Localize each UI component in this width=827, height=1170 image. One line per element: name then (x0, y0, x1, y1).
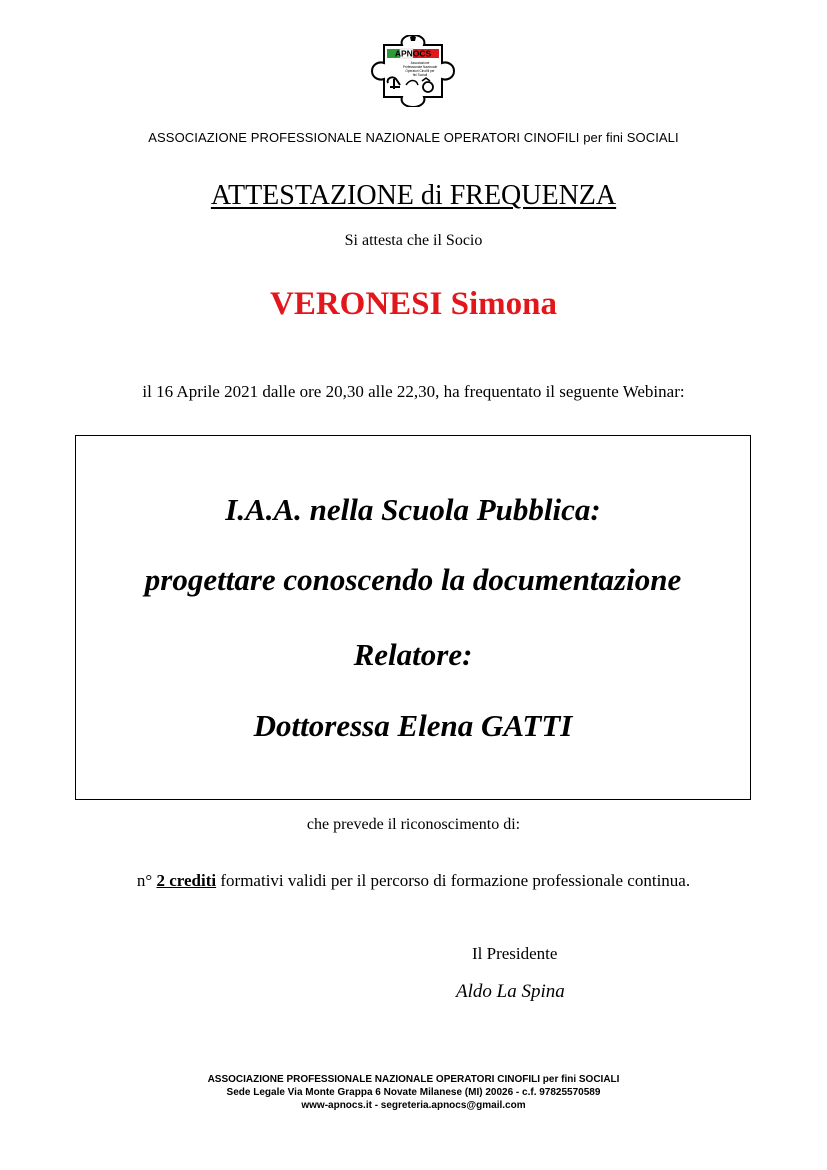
certificate-title (0, 180, 827, 212)
credits-statement (0, 871, 827, 891)
speaker-name: Dottoressa Elena GATTI (253, 708, 573, 743)
logo-caption-4: fini Sociali (412, 73, 428, 77)
webinar-title-line2: progettare conoscendo la documentazione (144, 562, 682, 597)
certificate-intro: Si attesta che il Socio (344, 232, 483, 249)
speaker-label: Relatore: (353, 637, 473, 672)
credits-prefix: n° (136, 871, 153, 890)
webinar-box (75, 435, 751, 800)
attendance-statement: il 16 Aprile 2021 dalle ore 20,30 alle 22,30, ha frequentato il seguente Webinar: (142, 382, 685, 401)
signature-name: Aldo La Spina (456, 981, 565, 1002)
certificate-title-text: ATTESTAZIONE di FREQUENZA (210, 180, 617, 211)
webinar-title-line1: I.A.A. nella Scuola Pubblica: (225, 492, 601, 527)
association-header: ASSOCIAZIONE PROFESSIONALE NAZIONALE OPERATORI CINOFILI per fini SOCIALI (148, 130, 679, 145)
footer-association: ASSOCIAZIONE PROFESSIONALE NAZIONALE OPERATORI CINOFILI per fini SOCIALI (207, 1074, 620, 1085)
footer-contacts: www-apnocs.it - segreteria.apnocs@gmail.com (301, 1100, 526, 1111)
logo-caption-2: Professionale Nazionale (402, 65, 438, 69)
recognition-intro: che prevede il riconoscimento di: (306, 816, 521, 833)
apnocs-logo (370, 35, 456, 107)
credits-suffix: formativi validi per il percorso di formazione professionale continua. (220, 871, 691, 890)
logo-caption-1: Associazione (410, 61, 430, 65)
credits-value: 2 crediti (156, 871, 217, 890)
logo-caption-3: Operatori Cinofili per (405, 69, 435, 73)
logo-brand-text: APNOCS (394, 48, 432, 59)
footer-address: Sede Legale Via Monte Grappa 6 Novate Milanese (MI) 20026 - c.f. 97825570589 (226, 1087, 601, 1098)
member-name: VERONESI Simona (270, 286, 557, 322)
signature-role: Il Presidente (472, 944, 558, 963)
